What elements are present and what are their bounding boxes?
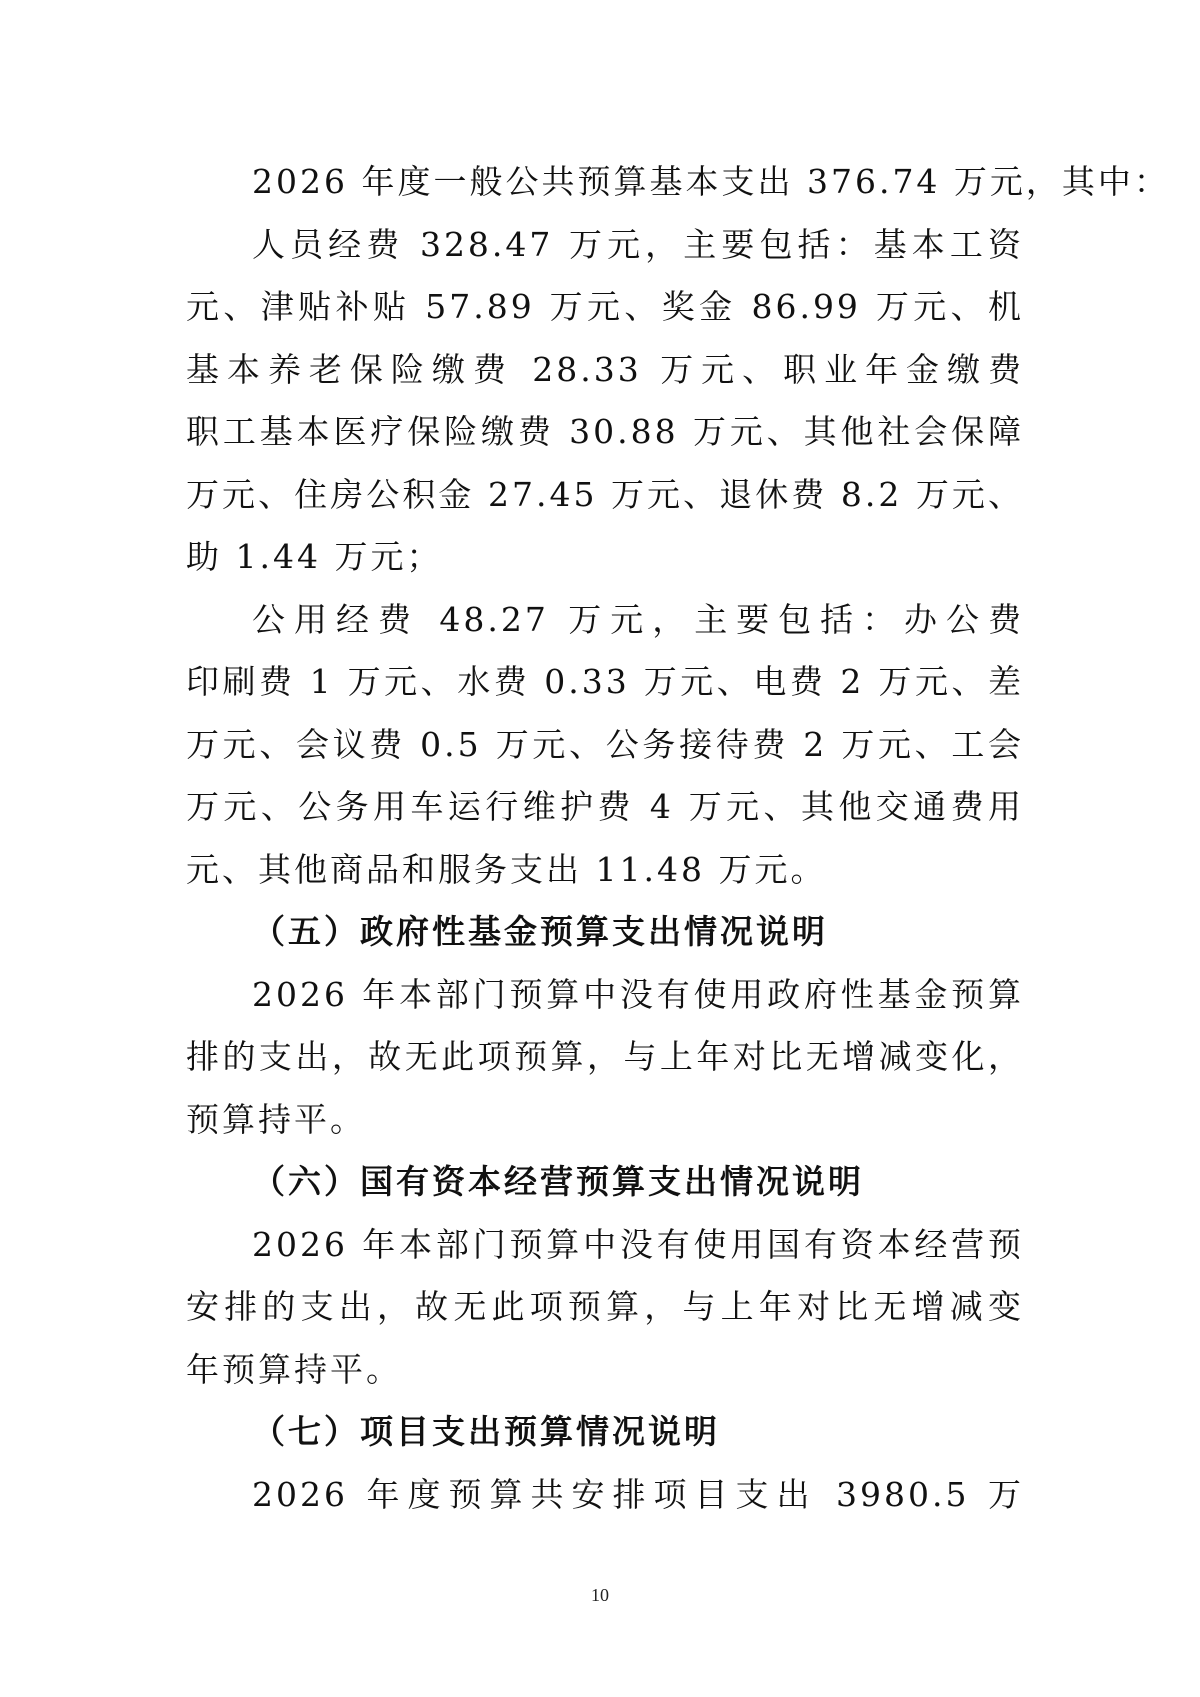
text-line: 印刷费 1 万元、水费 0.33 万元、电费 2 万元、差 <box>186 662 1024 701</box>
text-line: 助 1.44 万元； <box>186 537 443 576</box>
text-line: 2026 年本部门预算中没有使用政府性基金预算 <box>252 974 1024 1014</box>
text-line: 万元、会议费 0.5 万元、公务接待费 2 万元、工会 <box>186 724 1024 764</box>
text-line: 安排的支出，故无此项预算，与上年对比无增减变 <box>186 1287 1024 1326</box>
section-heading: （五）政府性基金预算支出情况说明 <box>252 912 828 951</box>
text-line: 职工基本医疗保险缴费 30.88 万元、其他社会保障 <box>186 412 1024 451</box>
section-heading: （六）国有资本经营预算支出情况说明 <box>252 1162 864 1201</box>
section-heading: （七）项目支出预算情况说明 <box>252 1412 720 1451</box>
text-line: 万元、公务用车运行维护费 4 万元、其他交通费用 <box>186 787 1024 826</box>
text-line: 排的支出，故无此项预算，与上年对比无增减变化， <box>186 1037 1024 1076</box>
text-line: 公用经费 48.27 万元，主要包括：办公费 <box>252 599 1024 639</box>
text-line: 2026 年度预算共安排项目支出 3980.5 万 <box>252 1474 1024 1514</box>
document-body <box>186 151 1170 1526</box>
text-line: 2026 年本部门预算中没有使用国有资本经营预 <box>252 1224 1024 1264</box>
text-line: 元、其他商品和服务支出 11.48 万元。 <box>186 849 827 889</box>
page-number: 10 <box>591 1585 609 1605</box>
text-line: 基本养老保险缴费 28.33 万元、职业年金缴费 <box>186 349 1024 389</box>
text-line: 元、津贴补贴 57.89 万元、奖金 86.99 万元、机 <box>186 287 1024 326</box>
text-line: 人员经费 328.47 万元，主要包括：基本工资 <box>252 224 1024 264</box>
text-line: 预算持平。 <box>186 1099 366 1139</box>
text-line: 万元、住房公积金 27.45 万元、退休费 8.2 万元、 <box>186 474 1024 514</box>
text-line: 2026 年度一般公共预算基本支出 376.74 万元，其中： <box>252 162 1170 201</box>
text-line: 年预算持平。 <box>186 1349 402 1389</box>
